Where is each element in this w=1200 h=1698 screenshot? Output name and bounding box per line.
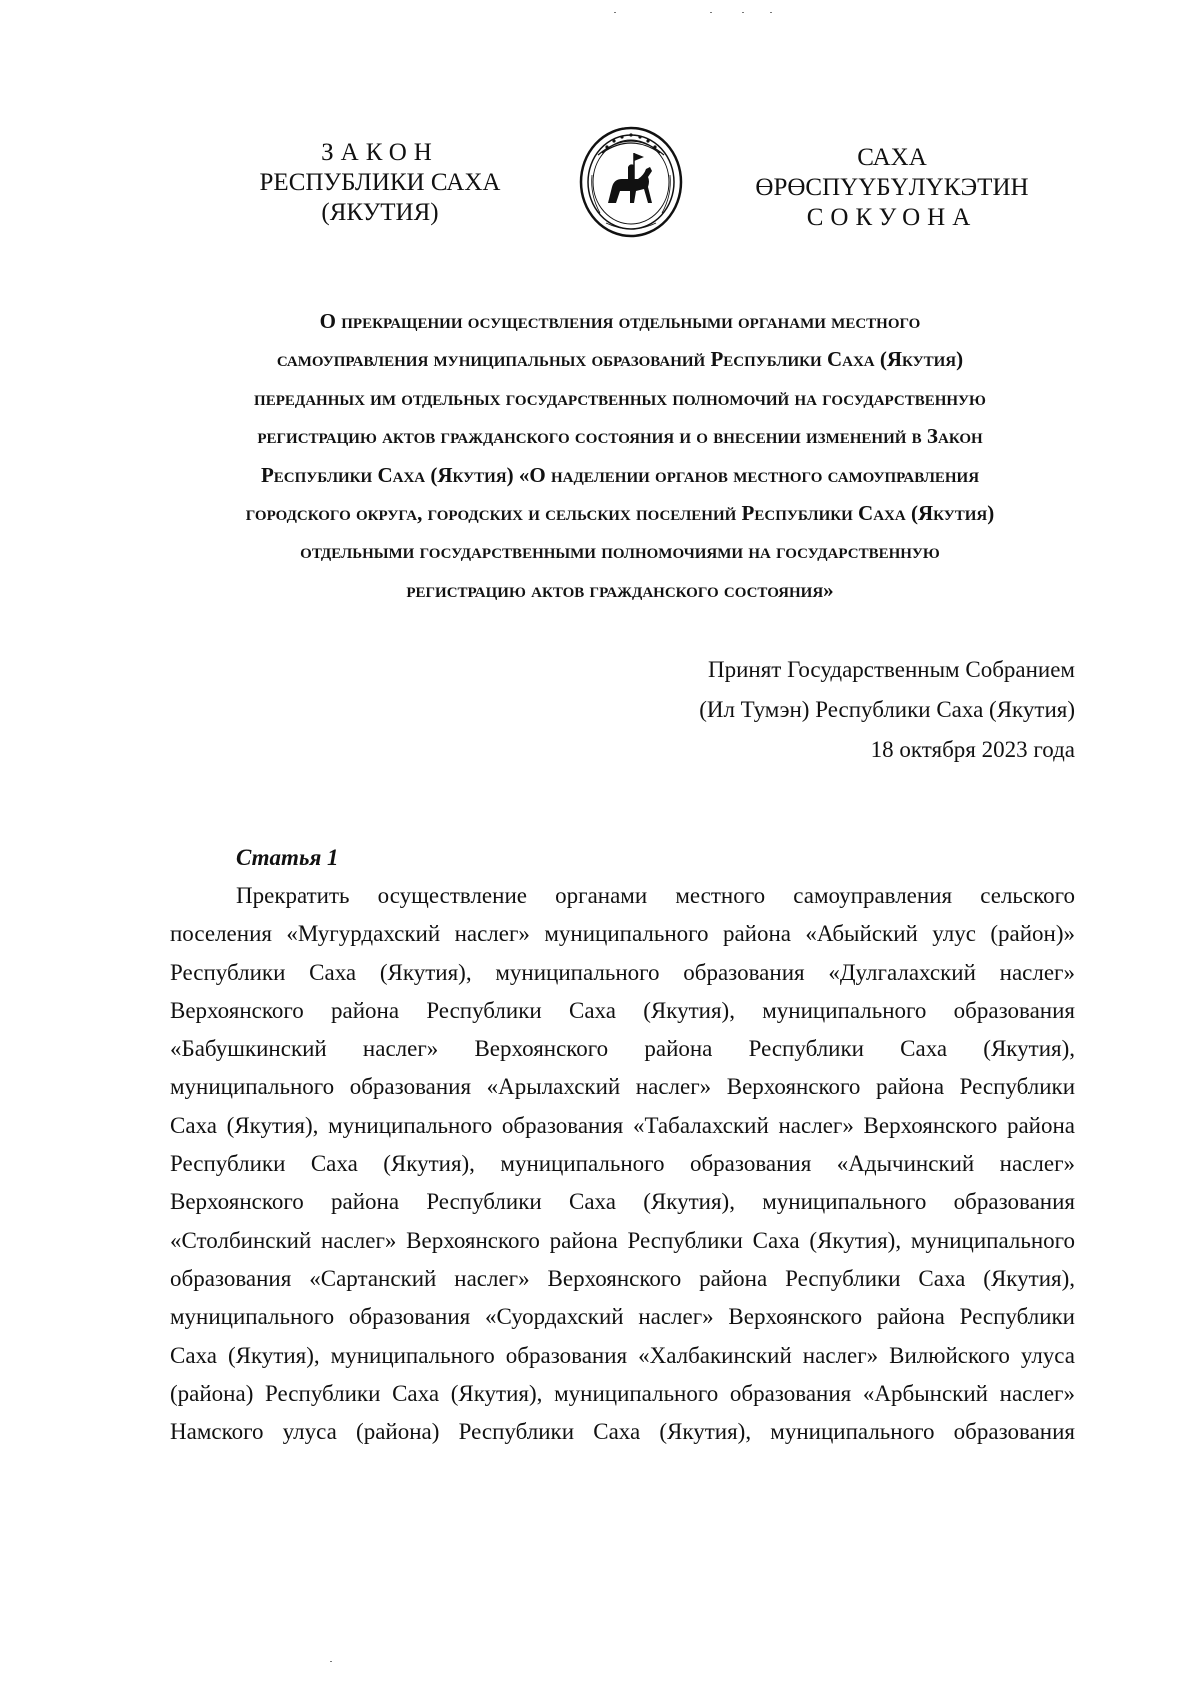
header-left xyxy=(205,138,555,228)
article-body xyxy=(170,877,1075,1451)
coat-of-arms-icon xyxy=(578,125,684,239)
article-line: образования «Сартанский наслег» Верхоянского района Республики Саха (Якутия), xyxy=(170,1265,1075,1291)
article-line: Прекратить осуществление органами местного самоуправления сельского xyxy=(236,883,1075,908)
title-line: регистрацию актов гражданского состояния и о внесении изменений в Закон xyxy=(257,424,983,449)
article-heading: Статья 1 xyxy=(236,845,339,870)
scan-speck xyxy=(710,12,712,13)
article-line: Намского улуса (района) Республики Саха (Якутия), муниципального образования xyxy=(170,1419,1075,1445)
article-line: (района) Республики Саха (Якутия), муниципального образования «Арбынский наслег» xyxy=(170,1380,1075,1406)
title-line: Республики Саха (Якутия) «О наделении органов местного самоуправления xyxy=(260,462,980,487)
article-line: муниципального образования «Суордахский наслег» Верхоянского района Республики xyxy=(170,1304,1075,1330)
article-line: «Бабушкинский наслег» Верхоянского района Республики Саха (Якутия), xyxy=(170,1036,1075,1062)
article-line: Верхоянского района Республики Саха (Якутия), муниципального образования xyxy=(170,1189,1075,1215)
republic-name: РЕСПУБЛИКИ САХА (ЯКУТИЯ) xyxy=(259,169,501,226)
title-line: отдельными государственными полномочиями на государственную xyxy=(300,539,940,564)
article-line: муниципального образования «Арылахский наслег» Верхоянского района Республики xyxy=(170,1074,1075,1100)
article-line: Саха (Якутия), муниципального образования «Халбакинский наслег» Вилюйского улуса xyxy=(170,1342,1075,1368)
header-right xyxy=(722,143,1062,233)
article-line: Верхоянского района Республики Саха (Якутия), муниципального образования xyxy=(170,997,1075,1023)
article-line: поселения «Мугурдахский наслег» муниципального района «Абыйский улус (район)» xyxy=(170,921,1075,947)
emblem-svg xyxy=(578,125,684,239)
law-label: ЗАКОН xyxy=(321,139,439,166)
adoption-date: 18 октября 2023 года xyxy=(870,737,1075,762)
article-line: Республики Саха (Якутия), муниципального образования «Адычинский наслег» xyxy=(170,1151,1075,1177)
adoption-block xyxy=(575,650,1075,770)
title-line: переданных им отдельных государственных полномочий на государственную xyxy=(254,385,986,410)
title-line: О прекращении осуществления отдельными органами местного xyxy=(319,309,921,333)
scan-speck xyxy=(742,12,744,13)
adopted-by-body: (Ил Тумэн) Республики Саха (Якутия) xyxy=(699,697,1075,722)
title-line: городского округа, городских и сельских поселений Республики Саха (Якутия) xyxy=(245,501,995,526)
scan-speck xyxy=(614,12,616,13)
article-line: Республики Саха (Якутия), муниципального образования «Дулгалахский наслег» xyxy=(170,959,1075,985)
republic-name-sakha: САХА ӨРӨСПҮҮБҮЛҮКЭТИН xyxy=(755,144,1029,201)
law-label-sakha: СОКУОНА xyxy=(806,204,978,231)
title-line: самоуправления муниципальных образований Республики Саха (Якутия) xyxy=(276,347,964,372)
article-line: «Столбинский наслег» Верхоянского района Республики Саха (Якутия), муниципального xyxy=(170,1227,1075,1253)
adopted-by: Принят Государственным Собранием xyxy=(707,657,1075,682)
scan-speck xyxy=(770,12,772,13)
article-line: Саха (Якутия), муниципального образования «Табалахский наслег» Верхоянского района xyxy=(170,1112,1075,1138)
law-title xyxy=(170,302,1070,609)
scan-speck xyxy=(330,1661,332,1662)
title-line: регистрацию актов гражданского состояния» xyxy=(406,577,834,602)
